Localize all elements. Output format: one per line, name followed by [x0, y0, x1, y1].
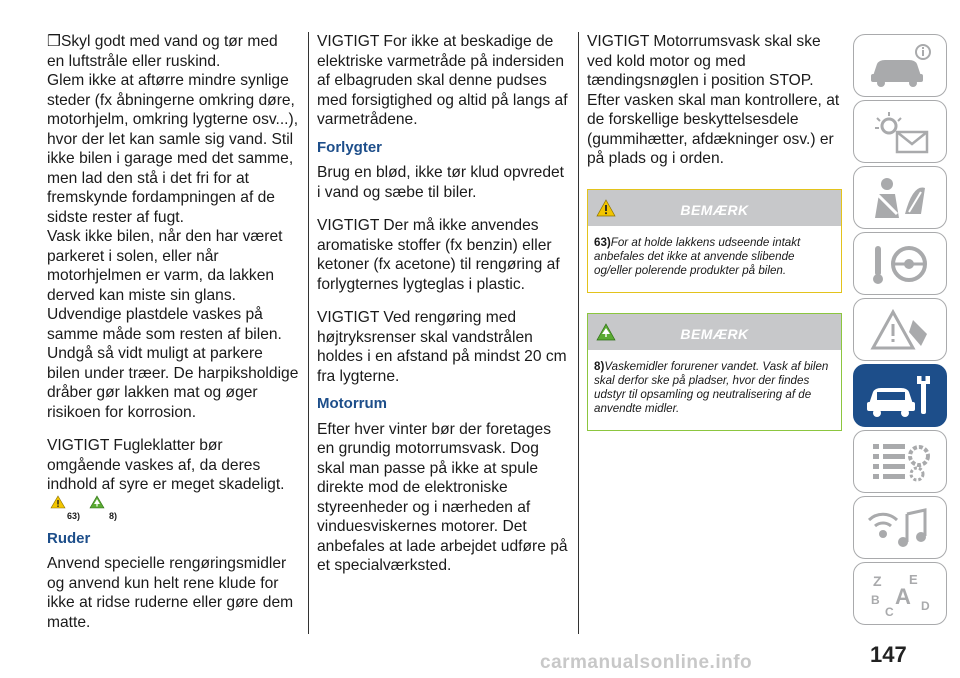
svg-text:A: A [895, 583, 911, 609]
warning-light-mail-icon [865, 108, 935, 156]
watermark: carmanualsonline.info [540, 652, 753, 673]
svg-text:D: D [921, 598, 930, 613]
reference-8[interactable]: 8) [109, 510, 118, 521]
heading-forlygter: Forlygter [317, 138, 383, 156]
environment-tree-icon [89, 495, 105, 509]
warning-triangle-icon [50, 495, 66, 509]
heading-motorrum: Motorrum [317, 395, 387, 412]
car-wrench-icon [865, 372, 935, 420]
svg-text:Z: Z [873, 572, 882, 589]
note-number: 63) [594, 235, 611, 249]
column-3 [587, 32, 842, 431]
page-number: 147 [870, 642, 907, 667]
paragraph-wipe: Glem ikke at aftørre mindre synlige steder (fx åbningerne omkring døre, motorhjelm, omkring lygterne osv...), hvor der let kan samle sig vand. Stil ikke bilen i garage med det samme, men lad den stå i det fri for at fremskynde fordampningen af de sidste rester af fugt. [47, 72, 299, 226]
warning-triangle-tool-icon [865, 306, 935, 354]
tab-multimedia[interactable] [853, 496, 947, 559]
paragraph-headlight-cloth: Brug en blød, ikke tør klud opvredet i vand og sæbe til biler. [317, 164, 565, 201]
tab-index[interactable] [853, 562, 947, 625]
note-body [588, 226, 841, 292]
chapter-tabs [853, 34, 949, 628]
paragraph-pressure-washer: VIGTIGT Ved rengøring med højtryksrenser skal vandstrålen holdes i en afstand på mindst 20 cm fra lygterne. [317, 309, 567, 385]
tab-emergency[interactable] [853, 298, 947, 361]
list-gears-icon [865, 438, 935, 486]
column-1 [47, 32, 299, 632]
column-divider-2 [578, 32, 579, 634]
paragraph-bird-droppings: VIGTIGT Fugleklatter bør omgående vaskes af, da deres indhold af syre er meget skadeligt. [47, 437, 285, 493]
car-info-icon [865, 42, 935, 90]
tab-car-info[interactable] [853, 34, 947, 97]
paragraph-engine-cold: VIGTIGT Motorrumsvask skal ske ved kold motor og med tændingsnøglen i position STOP. Efter vasken skal man kontrollere, at de forskellige beskyttelsesdele (gummihætter, afdækninger osv.) er på plads og i orden. [587, 33, 840, 167]
note-text: For at holde lakkens udseende intakt anbefales det ikke at anvende slibende og/eller polerende produkter på bilen. [594, 235, 801, 277]
reference-icons [47, 495, 299, 521]
svg-text:B: B [871, 592, 880, 607]
note-number: 8) [594, 359, 605, 373]
paragraph-ruder: Anvend specielle rengøringsmidler og anvend kun helt rene klude for ikke at ridse ruderne eller gøre dem matte. [47, 555, 294, 631]
svg-text:C: C [885, 604, 894, 618]
note-header [588, 314, 841, 350]
tab-technical-data[interactable] [853, 430, 947, 493]
tab-safety[interactable] [853, 166, 947, 229]
key-steering-wheel-icon [865, 240, 935, 288]
paragraph-rear-window: VIGTIGT For ikke at beskadige de elektriske varmetråde på indersiden af elbagruden skal denne pudses med forsigtighed og altid på langs af varmetrådene. [317, 33, 568, 128]
music-signal-icon [865, 504, 935, 552]
column-divider-1 [308, 32, 309, 634]
note-header [588, 190, 841, 226]
seat-belt-person-icon [865, 174, 935, 222]
paragraph-sun: Vask ikke bilen, når den har været parkeret i solen, eller når motorhjelmen er varm, da lakken derved kan miste sin glans. [47, 228, 283, 304]
paragraph-engine-wash: Efter hver vinter bør der foretages en grundig motorrumsvask. Dog skal man passe på ikke at spule direkte mod de elektroniske styreenheder og i nærheden af vinduesviskernes motorer. Det anbefales at lade arbejdet udføre på et specialværksted. [317, 420, 568, 574]
note-title: BEMÆRK [680, 325, 749, 342]
note-title: BEMÆRK [680, 201, 749, 218]
note-box-63 [587, 189, 842, 293]
tab-maintenance[interactable] [853, 364, 947, 427]
paragraph-plastic: Udvendige plastdele vaskes på samme måde som resten af bilen. [47, 306, 282, 343]
tab-warning-lights[interactable] [853, 100, 947, 163]
note-body [588, 350, 841, 430]
paragraph-trees: Undgå så vidt muligt at parkere bilen under træer. De harpiksholdige dråber gør lakken mat og øger risikoen for korrosion. [47, 345, 299, 421]
note-box-8 [587, 313, 842, 431]
alphabet-index-icon [865, 570, 935, 618]
paragraph-aromatic: VIGTIGT Der må ikke anvendes aromatiske stoffer (fx benzin) eller ketoner (fx acetone) til rengøring af forlygternes lygteglas i plastic. [317, 217, 560, 293]
note-text: Vaskemidler forurener vandet. Vask af bilen skal derfor ske på pladser, hvor der findes udstyr til opsamling og neutralisering af de anvendte midler. [594, 359, 829, 415]
tab-starting-driving[interactable] [853, 232, 947, 295]
column-2 [317, 32, 569, 576]
svg-text:E: E [909, 571, 918, 587]
reference-63[interactable]: 63) [67, 510, 81, 521]
heading-ruder: Ruder [47, 529, 91, 547]
paragraph-rinse: ❒Skyl godt med vand og tør med en luftstråle eller ruskind. [47, 33, 278, 70]
